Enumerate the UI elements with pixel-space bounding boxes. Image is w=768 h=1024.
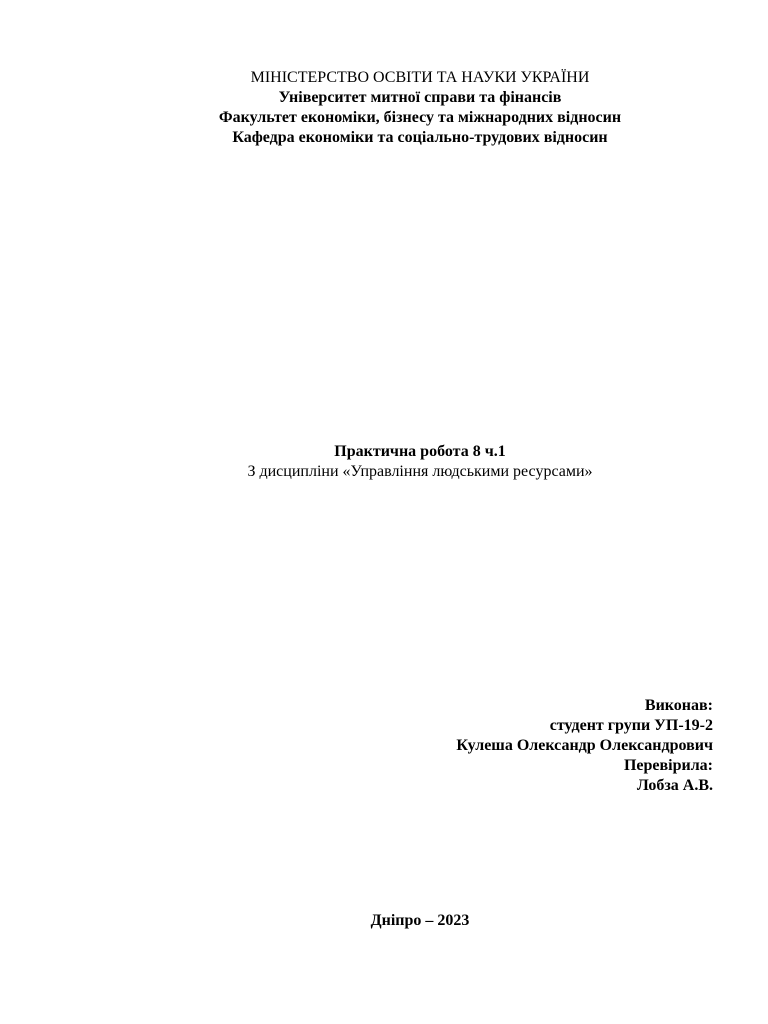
student-group: студент групи УП-19-2 <box>549 717 713 734</box>
university-name: Університет митної справи та фінансів <box>278 89 562 106</box>
work-title-block <box>0 442 768 482</box>
city-year: Дніпро – 2023 <box>370 912 470 929</box>
city-year-footer <box>0 911 768 931</box>
checked-label: Перевірила: <box>623 757 713 774</box>
department-name: Кафедра економіки та соціально-трудових відносин <box>232 129 608 146</box>
performed-label: Виконав: <box>644 697 713 714</box>
title-page-header <box>0 68 768 148</box>
ministry-name: МІНІСТЕРСТВО ОСВІТИ ТА НАУКИ УКРАЇНИ <box>250 69 590 86</box>
teacher-name: Лобза А.В. <box>636 777 713 794</box>
faculty-name: Факультет економіки, бізнесу та міжнародних відносин <box>218 109 622 126</box>
work-title: Практична робота 8 ч.1 <box>334 443 506 460</box>
signature-block <box>456 696 713 796</box>
discipline-name: З дисципліни «Управління людськими ресурсами» <box>247 463 593 480</box>
student-name: Кулеша Олександр Олександрович <box>456 737 713 754</box>
